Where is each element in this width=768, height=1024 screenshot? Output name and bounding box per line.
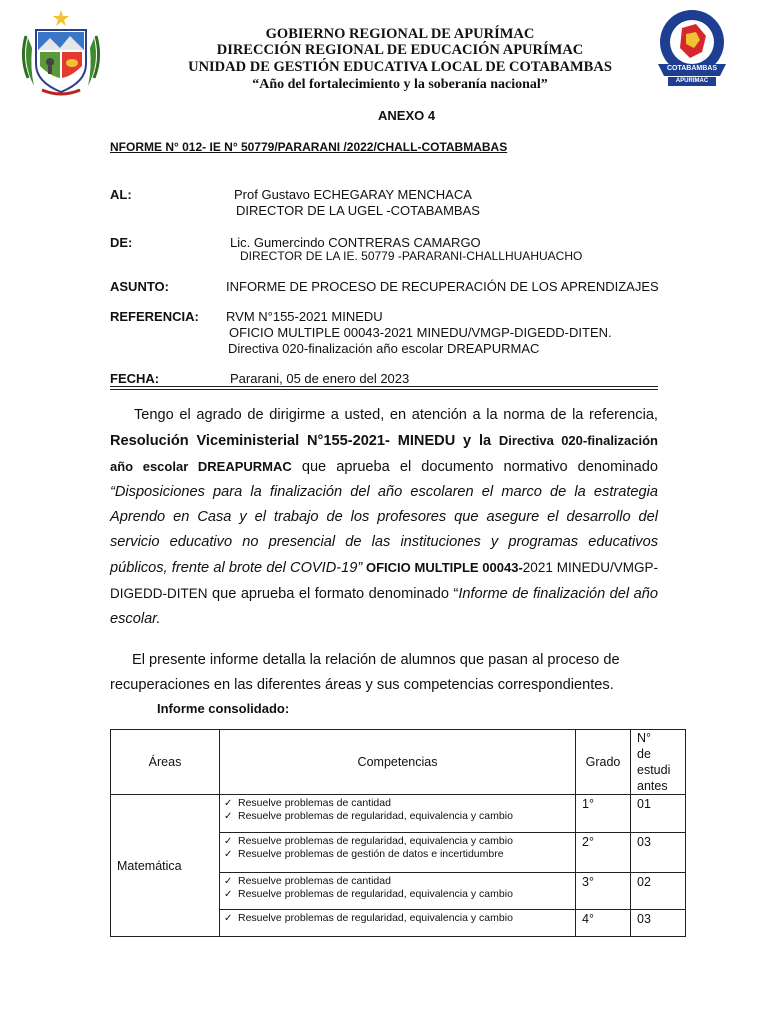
competency-item: ✓ Resuelve problemas de gestión de datos e incertidumbre — [224, 848, 504, 860]
estudiantes-cell: 03 — [631, 833, 686, 873]
check-icon: ✓ — [224, 836, 233, 847]
p1-informe-italic: Informe de finalización del año escolar. — [110, 586, 658, 627]
p1-rvm-bold: Resolución Viceministerial N°155-2021- MINEDU y la — [110, 433, 499, 449]
p1-oficio-bold: OFICIO MULTIPLE 00043- — [362, 560, 523, 575]
ugel-cotabambas-seal — [654, 8, 730, 88]
al-label: AL: — [110, 187, 132, 202]
seal-band-text: COTABAMBAS — [666, 65, 718, 72]
estudiantes-cell: 03 — [631, 910, 686, 937]
de-position: DIRECTOR DE LA IE. 50779 -PARARANI-CHALLHUAHUACHO — [240, 249, 583, 263]
fecha-label: FECHA: — [110, 371, 160, 386]
competencias-cell — [220, 833, 576, 873]
p1-directiva-bold: Directiva 020-finalización año escolar DREAPURMAC — [110, 433, 658, 474]
consolidated-table — [110, 729, 686, 937]
competencias-cell — [220, 910, 576, 937]
divider-double — [110, 386, 658, 390]
competency-item: ✓ Resuelve problemas de regularidad, equivalencia y cambio — [224, 912, 513, 924]
estudiantes-cell: 01 — [631, 795, 686, 833]
asunto-label: ASUNTO: — [110, 279, 169, 294]
de-name: Lic. Gumercindo CONTRERAS CAMARGO — [230, 235, 481, 250]
header-direccion: DIRECCIÓN REGIONAL DE EDUCACIÓN APURÍMAC — [216, 42, 584, 58]
referencia-line3: Directiva 020-finalización año escolar DREAPURMAC — [228, 341, 540, 356]
header-ugel: UNIDAD DE GESTIÓN EDUCATIVA LOCAL DE COTABAMBAS — [188, 59, 612, 75]
p1-text-d: que aprueba el documento normativo denominado — [291, 459, 658, 475]
coat-of-arms-logo — [20, 8, 102, 96]
annex-title: ANEXO 4 — [378, 108, 436, 123]
header-grado: Grado — [576, 730, 631, 795]
seal-bottom-text: APURIMAC — [675, 78, 709, 84]
check-icon: ✓ — [224, 849, 233, 860]
al-position: DIRECTOR DE LA UGEL -COTABAMBAS — [236, 203, 480, 218]
competencias-cell — [220, 795, 576, 833]
competency-item: ✓ Resuelve problemas de regularidad, equivalencia y cambio — [224, 835, 513, 847]
al-name: Prof Gustavo ECHEGARAY MENCHACA — [234, 187, 472, 202]
p1-text-a: Tengo el agrado de dirigirme a usted, en atención a la norma de la referencia, — [134, 407, 658, 423]
competencias-cell — [220, 873, 576, 910]
grado-cell: 1° — [576, 795, 631, 833]
header-gobierno: GOBIERNO REGIONAL DE APURÍMAC — [265, 26, 535, 42]
de-label: DE: — [110, 235, 133, 250]
grado-cell: 4° — [576, 910, 631, 937]
estudiantes-cell: 02 — [631, 873, 686, 910]
check-icon: ✓ — [224, 811, 233, 822]
check-icon: ✓ — [224, 913, 233, 924]
table-row — [111, 795, 686, 833]
table-header-row — [111, 730, 686, 795]
competency-item: ✓ Resuelve problemas de cantidad — [224, 875, 391, 887]
header-motto: “Año del fortalecimiento y la soberanía nacional” — [252, 77, 548, 92]
paragraph-detail: El presente informe detalla la relación de alumnos que pasan al proceso de recuperaciones en las diferentes áreas y sus competencias correspondientes. — [110, 652, 620, 693]
area-cell: Matemática — [111, 795, 220, 937]
competency-item: ✓ Resuelve problemas de cantidad — [224, 797, 391, 809]
header-areas: Áreas — [111, 730, 220, 795]
p1-oficio-number: 2021 MINEDU/VMGP-DIGEDD-DITEN — [110, 560, 658, 601]
referencia-label: REFERENCIA: — [110, 309, 199, 324]
grado-cell: 3° — [576, 873, 631, 910]
competency-item: ✓ Resuelve problemas de regularidad, equivalencia y cambio — [224, 888, 513, 900]
competency-item: ✓ Resuelve problemas de regularidad, equivalencia y cambio — [224, 810, 513, 822]
check-icon: ✓ — [224, 889, 233, 900]
paragraph-intro — [110, 403, 658, 632]
check-icon: ✓ — [224, 798, 233, 809]
p1-text-h: que aprueba el formato denominado “ — [207, 586, 459, 602]
fecha-value: Pararani, 05 de enero del 2023 — [230, 371, 410, 386]
p1-quote-italic: “Disposiciones para la finalización del año escolaren el marco de la estrategia Aprendo en Casa y el trabajo de los profesores que asegure el desarrollo del servicio educativo no presencial de las instituciones y programas educativos públicos, frente al brote del COVID-19” — [110, 484, 658, 576]
header-estudiantes: N° de estudi antes — [631, 730, 686, 795]
report-id: NFORME N° 012- IE N° 50779/PARARANI /2022/CHALL-COTABMABAS — [110, 140, 508, 154]
header-competencias: Competencias — [220, 730, 576, 795]
asunto-value: INFORME DE PROCESO DE RECUPERACIÓN DE LOS APRENDIZAJES — [226, 279, 659, 294]
referencia-line2: OFICIO MULTIPLE 00043-2021 MINEDU/VMGP-DIGEDD-DITEN. — [229, 325, 612, 340]
table-subtitle: Informe consolidado: — [157, 701, 290, 716]
referencia-line1: RVM N°155-2021 MINEDU — [226, 309, 383, 324]
check-icon: ✓ — [224, 876, 233, 887]
grado-cell: 2° — [576, 833, 631, 873]
